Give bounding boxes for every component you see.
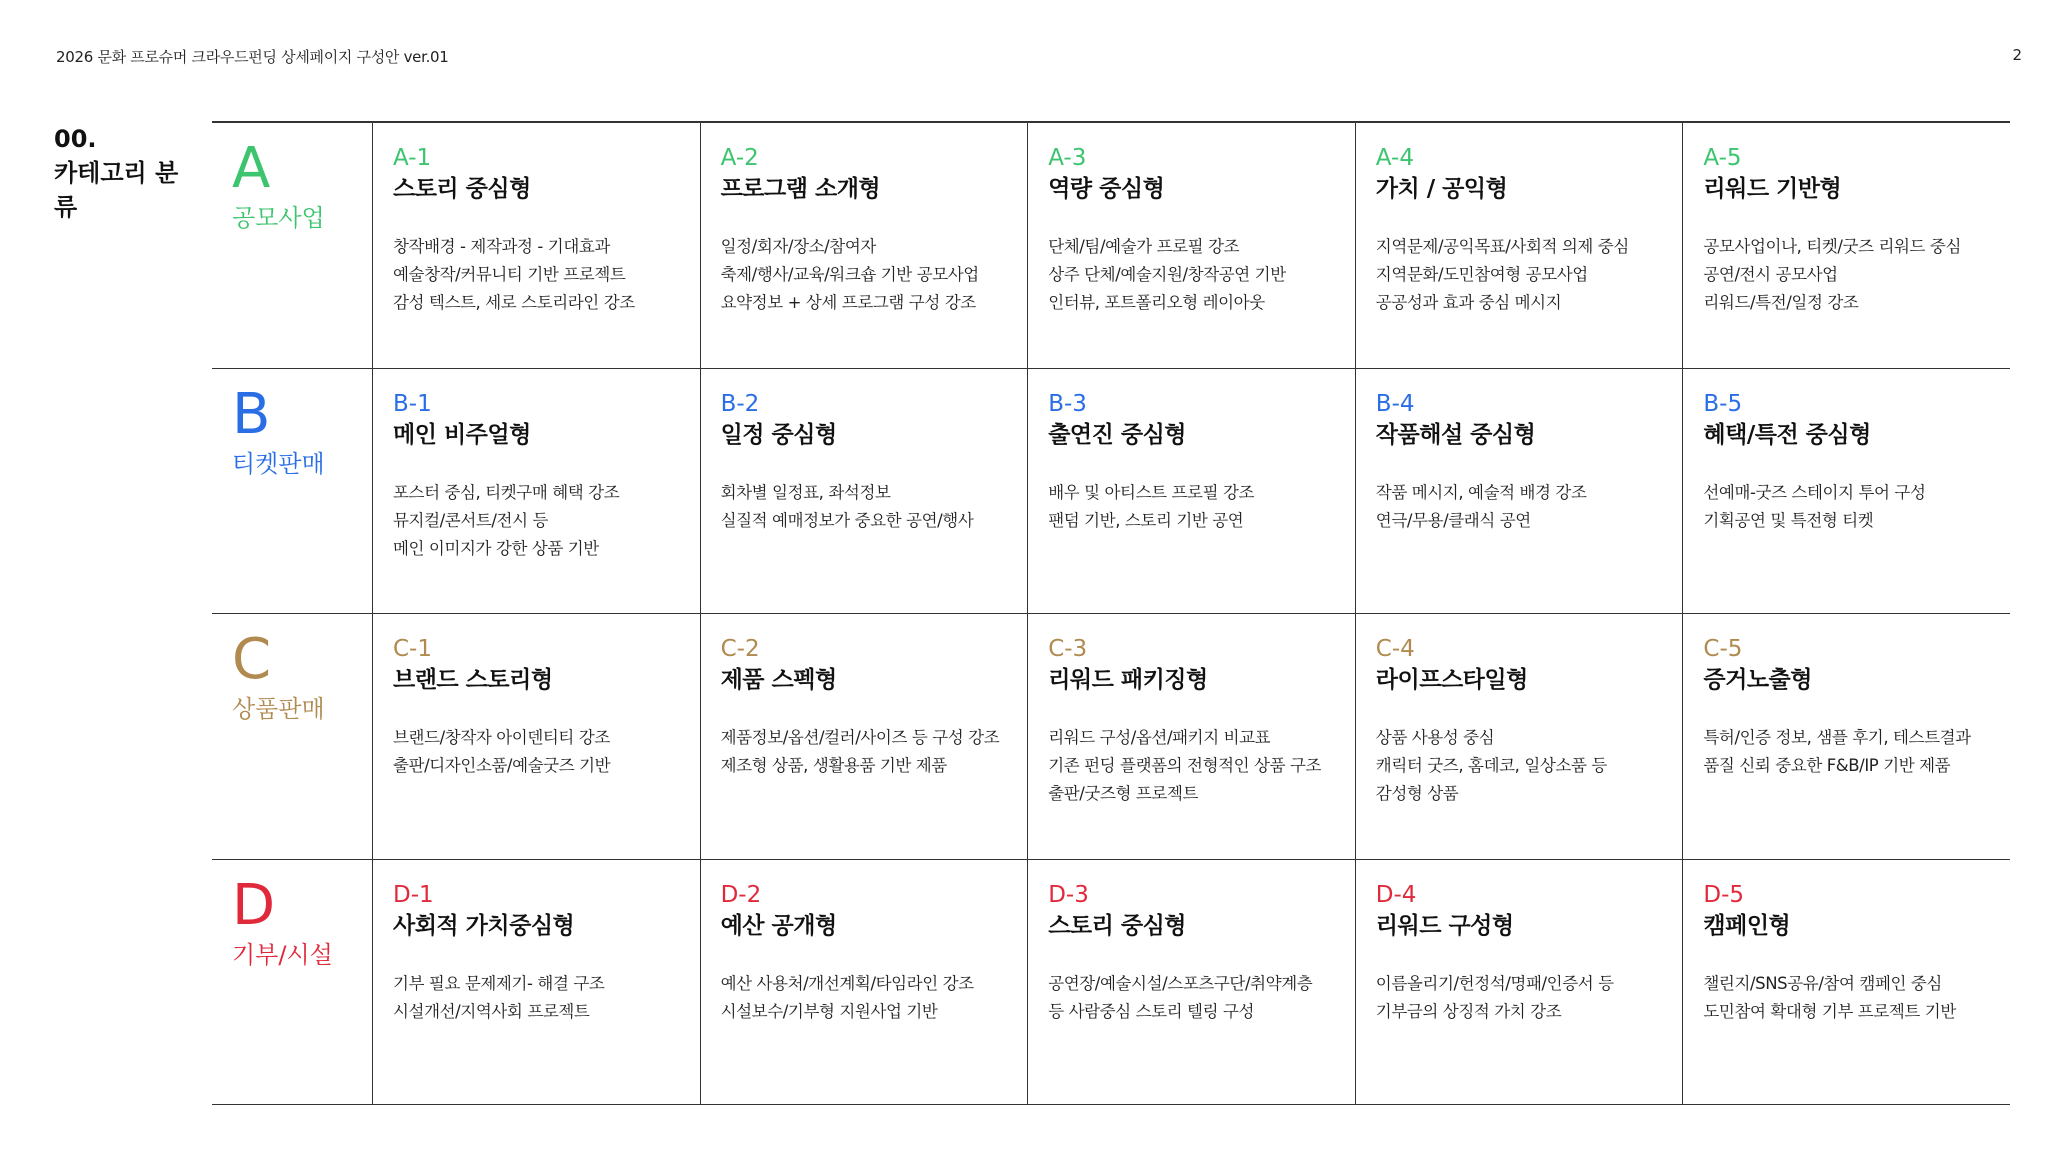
category-cell-d-3 bbox=[1027, 860, 1355, 1106]
cell-title: 메인 비주얼형 bbox=[393, 421, 531, 448]
description-line: 리워드 구성/옵션/패키지 비교표 bbox=[1048, 728, 1271, 747]
cell-description bbox=[1048, 970, 1339, 1026]
description-line: 포스터 중심, 티켓구매 혜택 강조 bbox=[393, 482, 620, 502]
description-line: 공모사업이나, 티켓/굿즈 리워드 중심 bbox=[1703, 237, 1962, 256]
description-line: 기부 필요 문제제기- 해결 구조 bbox=[393, 973, 605, 993]
description-line: 출판/굿즈형 프로젝트 bbox=[1048, 784, 1199, 803]
cell-code: A-5 bbox=[1703, 145, 1742, 171]
category-cell-c-1 bbox=[372, 614, 700, 860]
description-line: 시설보수/기부형 지원사업 기반 bbox=[720, 1001, 938, 1021]
category-row-header-c bbox=[212, 614, 372, 860]
description-line: 감성형 상품 bbox=[1375, 784, 1459, 803]
description-line: 제품정보/옵션/컬러/사이즈 등 구성 강조 bbox=[720, 728, 1000, 747]
description-line: 지역문제/공익목표/사회적 의제 중심 bbox=[1375, 237, 1629, 256]
cell-code: C-1 bbox=[393, 636, 432, 662]
description-line: 품질 신뢰 중요한 F&B/IP 기반 제품 bbox=[1703, 756, 1951, 775]
cell-code: A-1 bbox=[393, 145, 432, 171]
description-line: 공연장/예술시설/스포츠구단/취약계층 bbox=[1048, 973, 1313, 993]
cell-code: B-2 bbox=[720, 390, 760, 417]
description-line: 감성 텍스트, 세로 스토리라인 강조 bbox=[393, 293, 635, 312]
description-line: 일정/회자/장소/참여자 bbox=[720, 237, 876, 256]
cell-title: 작품해설 중심형 bbox=[1375, 421, 1536, 448]
category-name: 기부/시설 bbox=[232, 940, 333, 969]
category-cell-a-3 bbox=[1027, 123, 1355, 369]
cell-title: 일정 중심형 bbox=[720, 421, 837, 448]
category-name: 티켓판매 bbox=[232, 449, 325, 478]
cell-title: 프로그램 소개형 bbox=[720, 176, 881, 202]
category-cell-b-5 bbox=[1682, 369, 2010, 615]
cell-code: B-4 bbox=[1375, 390, 1415, 417]
cell-title: 리워드 패키징형 bbox=[1048, 667, 1208, 693]
cell-description bbox=[1048, 724, 1339, 808]
category-table bbox=[212, 121, 2010, 1105]
description-line: 메인 이미지가 강한 상품 기반 bbox=[393, 538, 599, 558]
cell-title: 스토리 중심형 bbox=[393, 176, 531, 202]
category-cell-d-4 bbox=[1355, 860, 1683, 1106]
description-line: 특허/인증 정보, 샘플 후기, 테스트결과 bbox=[1703, 728, 1971, 747]
category-cell-a-1 bbox=[372, 123, 700, 369]
category-cell-c-3 bbox=[1027, 614, 1355, 860]
description-line: 상주 단체/예술지원/창작공연 기반 bbox=[1048, 265, 1286, 284]
description-line: 회차별 일정표, 좌석정보 bbox=[720, 482, 891, 502]
cell-description bbox=[721, 724, 1012, 780]
cell-code: D-2 bbox=[720, 881, 762, 908]
document-header-title: 2026 문화 프로슈머 크라우드펀딩 상세페이지 구성안 ver.01 bbox=[56, 48, 449, 66]
description-line: 작품 메시지, 예술적 배경 강조 bbox=[1375, 482, 1587, 502]
cell-title: 증거노출형 bbox=[1703, 667, 1812, 693]
category-cell-a-4 bbox=[1355, 123, 1683, 369]
cell-code: B-5 bbox=[1703, 390, 1743, 417]
category-cell-b-2 bbox=[700, 369, 1028, 615]
category-name: 공모사업 bbox=[232, 204, 325, 232]
description-line: 리워드/특전/일정 강조 bbox=[1703, 293, 1859, 312]
cell-title: 라이프스타일형 bbox=[1375, 667, 1528, 693]
description-line: 기획공연 및 특전형 티켓 bbox=[1703, 510, 1874, 530]
category-cell-b-4 bbox=[1355, 369, 1683, 615]
description-line: 브랜드/창작자 아이덴티티 강조 bbox=[393, 728, 610, 747]
description-line: 요약정보 + 상세 프로그램 구성 강조 bbox=[720, 293, 976, 312]
description-line: 기존 펀딩 플랫폼의 전형적인 상품 구조 bbox=[1048, 756, 1322, 775]
cell-title: 브랜드 스토리형 bbox=[393, 667, 553, 693]
description-line: 캐릭터 굿즈, 홈데코, 일상소품 등 bbox=[1375, 756, 1607, 775]
category-letter: C bbox=[232, 627, 272, 692]
category-cell-a-5 bbox=[1682, 123, 2010, 369]
cell-description bbox=[1376, 970, 1667, 1026]
category-cell-d-1 bbox=[372, 860, 700, 1106]
category-letter: D bbox=[232, 872, 276, 938]
description-line: 선예매-굿즈 스테이지 투어 구성 bbox=[1703, 482, 1926, 502]
cell-title: 리워드 기반형 bbox=[1703, 176, 1842, 202]
category-letter: B bbox=[232, 381, 271, 447]
cell-code: A-4 bbox=[1375, 145, 1414, 171]
cell-title: 캠페인형 bbox=[1703, 912, 1791, 939]
cell-title: 사회적 가치중심형 bbox=[393, 912, 575, 939]
cell-title: 가치 / 공익형 bbox=[1375, 176, 1508, 202]
description-line: 실질적 예매정보가 중요한 공연/행사 bbox=[720, 510, 974, 530]
description-line: 연극/무용/클래식 공연 bbox=[1375, 510, 1531, 530]
cell-description bbox=[721, 479, 1012, 535]
cell-code: C-2 bbox=[720, 636, 760, 662]
description-line: 창작배경 - 제작과정 - 기대효과 bbox=[393, 237, 610, 256]
description-line: 시설개선/지역사회 프로젝트 bbox=[393, 1001, 590, 1021]
category-cell-d-2 bbox=[700, 860, 1028, 1106]
cell-title: 스토리 중심형 bbox=[1048, 912, 1187, 939]
cell-description bbox=[1703, 233, 1994, 317]
cell-description bbox=[1376, 233, 1667, 317]
cell-code: A-3 bbox=[1048, 145, 1087, 171]
description-line: 뮤지컬/콘서트/전시 등 bbox=[393, 510, 549, 530]
cell-code: B-1 bbox=[393, 390, 432, 417]
cell-description bbox=[1376, 479, 1667, 535]
cell-code: A-2 bbox=[720, 145, 759, 171]
category-cell-c-4 bbox=[1355, 614, 1683, 860]
section-number: 00. bbox=[54, 125, 97, 153]
category-cell-c-5 bbox=[1682, 614, 2010, 860]
cell-code: D-4 bbox=[1375, 881, 1417, 908]
cell-description bbox=[1376, 724, 1667, 808]
cell-description bbox=[1703, 724, 1994, 780]
description-line: 제조형 상품, 생활용품 기반 제품 bbox=[720, 756, 947, 775]
description-line: 출판/디자인소품/예술굿즈 기반 bbox=[393, 756, 611, 775]
cell-description bbox=[393, 970, 684, 1026]
cell-code: C-4 bbox=[1375, 636, 1415, 662]
cell-description bbox=[393, 479, 684, 563]
category-letter: A bbox=[232, 136, 271, 201]
cell-description bbox=[1048, 233, 1339, 317]
cell-description bbox=[393, 724, 684, 780]
description-line: 등 사람중심 스토리 텔링 구성 bbox=[1048, 1001, 1255, 1021]
description-line: 단체/팀/예술가 프로필 강조 bbox=[1048, 237, 1240, 256]
description-line: 지역문화/도민참여형 공모사업 bbox=[1375, 265, 1588, 284]
cell-title: 역량 중심형 bbox=[1048, 176, 1165, 202]
cell-code: B-3 bbox=[1048, 390, 1087, 417]
cell-description bbox=[721, 233, 1012, 317]
description-line: 축제/행사/교육/워크숍 기반 공모사업 bbox=[720, 265, 979, 284]
category-cell-a-2 bbox=[700, 123, 1028, 369]
description-line: 이름올리기/헌정석/명패/인증서 등 bbox=[1375, 973, 1614, 993]
category-name: 상품판매 bbox=[232, 695, 325, 723]
cell-code: D-3 bbox=[1048, 881, 1089, 908]
description-line: 배우 및 아티스트 프로필 강조 bbox=[1048, 482, 1255, 502]
cell-description bbox=[1048, 479, 1339, 535]
cell-description bbox=[393, 233, 684, 317]
description-line: 상품 사용성 중심 bbox=[1375, 728, 1495, 747]
section-title: 카테고리 분류 bbox=[54, 159, 179, 221]
page-number: 2 bbox=[2012, 46, 2022, 64]
cell-title: 제품 스펙형 bbox=[720, 667, 837, 693]
cell-title: 출연진 중심형 bbox=[1048, 421, 1187, 448]
category-cell-d-5 bbox=[1682, 860, 2010, 1106]
description-line: 예술창작/커뮤니티 기반 프로젝트 bbox=[393, 265, 626, 284]
category-cell-b-3 bbox=[1027, 369, 1355, 615]
cell-code: C-3 bbox=[1048, 636, 1088, 662]
cell-description bbox=[1703, 479, 1994, 535]
category-row-header-b bbox=[212, 369, 372, 615]
cell-description bbox=[721, 970, 1012, 1026]
description-line: 예산 사용처/개선계획/타임라인 강조 bbox=[720, 973, 974, 993]
category-row-header-a bbox=[212, 123, 372, 369]
cell-title: 예산 공개형 bbox=[720, 912, 837, 939]
cell-code: C-5 bbox=[1703, 636, 1743, 662]
cell-description bbox=[1703, 970, 1994, 1026]
description-line: 도민참여 확대형 기부 프로젝트 기반 bbox=[1703, 1001, 1956, 1021]
description-line: 인터뷰, 포트폴리오형 레이아웃 bbox=[1048, 293, 1265, 312]
description-line: 챌린지/SNS공유/참여 캠페인 중심 bbox=[1703, 973, 1942, 993]
category-row-header-d bbox=[212, 860, 372, 1106]
cell-code: D-1 bbox=[393, 881, 434, 908]
category-cell-b-1 bbox=[372, 369, 700, 615]
cell-title: 리워드 구성형 bbox=[1375, 912, 1514, 939]
cell-code: D-5 bbox=[1703, 881, 1745, 908]
description-line: 공공성과 효과 중심 메시지 bbox=[1375, 293, 1562, 312]
cell-title: 혜택/특전 중심형 bbox=[1703, 421, 1871, 448]
category-cell-c-2 bbox=[700, 614, 1028, 860]
description-line: 기부금의 상징적 가치 강조 bbox=[1375, 1001, 1562, 1021]
description-line: 공연/전시 공모사업 bbox=[1703, 265, 1838, 284]
description-line: 팬덤 기반, 스토리 기반 공연 bbox=[1048, 510, 1244, 530]
